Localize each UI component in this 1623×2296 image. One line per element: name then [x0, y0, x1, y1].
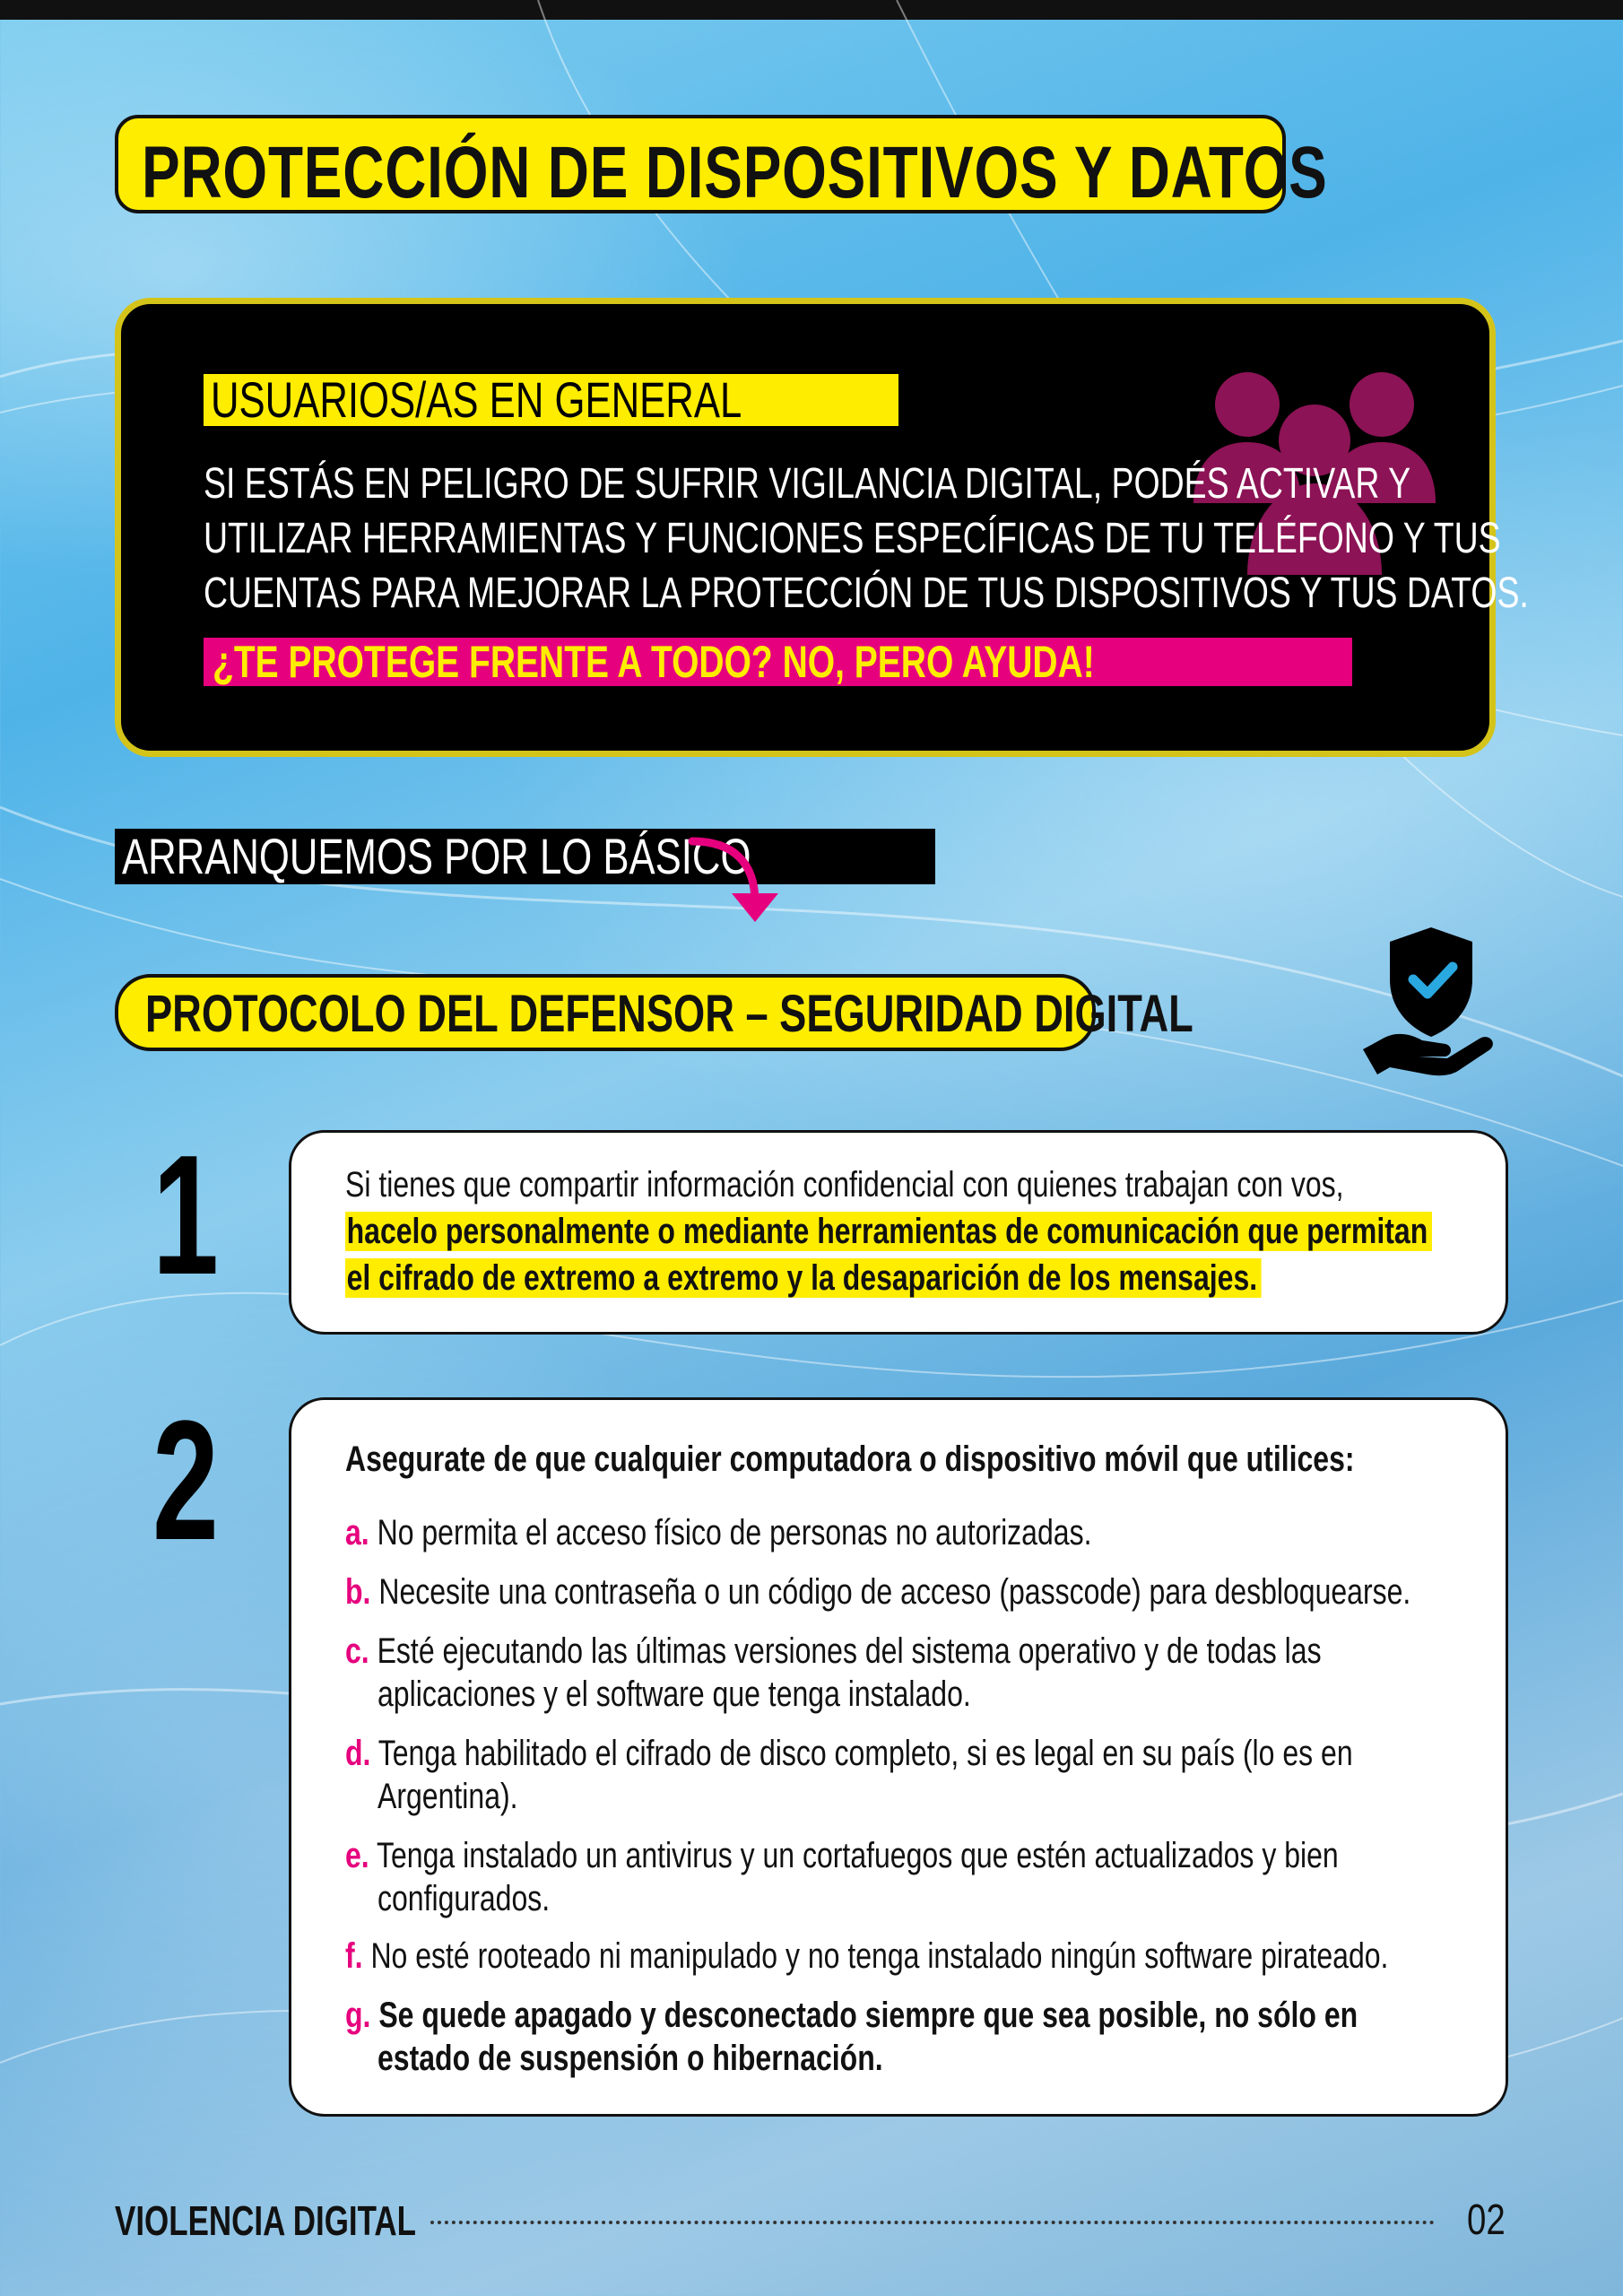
- intro-text: [204, 457, 1529, 621]
- item-number-2: 2: [152, 1386, 219, 1576]
- intro-highlight: ¿TE PROTEGE FRENTE A TODO? NO, PERO AYUDA!: [213, 637, 1095, 687]
- subitem-b: b. Necesite una contraseña o un código de acceso (passcode) para desbloquearse.: [345, 1572, 1411, 1612]
- protocol-title-pill: [115, 974, 1193, 1051]
- item-1-highlight-2: el cifrado de extremo a extremo y la desaparición de los mensajes.: [345, 1258, 1262, 1298]
- intro-heading-highlight: [204, 371, 898, 428]
- subitem-g-cont: estado de suspensión o hibernación.: [378, 2039, 883, 2078]
- subitem-a: a. No permita el acceso físico de personas no autorizadas.: [345, 1513, 1092, 1552]
- item-number-1: 1: [152, 1120, 219, 1310]
- subitem-c: c. Esté ejecutando las últimas versiones del sistema operativo y de todas las: [345, 1631, 1322, 1671]
- subitem-d: d. Tenga habilitado el cifrado de disco completo, si es legal en su país (lo es en: [345, 1734, 1353, 1773]
- subitem-e: e. Tenga instalado un antivirus y un cortafuegos que estén actualizados y bien: [345, 1836, 1339, 1875]
- footer-title: VIOLENCIA DIGITAL: [115, 2197, 417, 2244]
- intro-line-1: SI ESTÁS EN PELIGRO DE SUFRIR VIGILANCIA DIGITAL, PODÉS ACTIVAR Y: [204, 460, 1411, 508]
- page-number: 02: [1467, 2196, 1506, 2244]
- intro-line-2: UTILIZAR HERRAMIENTAS Y FUNCIONES ESPECÍFICAS DE TU TELÉFONO Y TUS: [204, 515, 1501, 562]
- intro-highlight-band: [204, 638, 1352, 686]
- item-2-intro: Asegurate de que cualquier computadora o dispositivo móvil que utilices:: [345, 1439, 1355, 1479]
- subitem-e-cont: configurados.: [378, 1879, 551, 1918]
- item-1-highlight-1: hacelo personalmente o mediante herramientas de comunicación que permitan: [345, 1212, 1432, 1251]
- item-card-1: [289, 1130, 1508, 1335]
- subitem-c-cont: aplicaciones y el software que tenga instalado.: [378, 1674, 971, 1714]
- subitem-f: f. No esté rooteado ni manipulado y no tenga instalado ningún software pirateado.: [345, 1936, 1389, 1976]
- subitem-g: g. Se quede apagado y desconectado siempre que sea posible, no sólo en: [345, 1996, 1358, 2035]
- intro-line-3: CUENTAS PARA MEJORAR LA PROTECCIÓN DE TUS DISPOSITIVOS Y TUS DATOS.: [204, 570, 1529, 617]
- subitem-d-cont: Argentina).: [378, 1777, 518, 1816]
- page-title-pill: [115, 115, 1328, 213]
- item-1-line: Si tienes que compartir información confidencial con quienes trabajan con vos,: [345, 1165, 1344, 1205]
- intro-box: [115, 298, 1529, 757]
- basics-label-band: [115, 829, 935, 884]
- footer-dotted-rule: [430, 2221, 1435, 2224]
- item-card-2: [289, 1397, 1508, 2117]
- basics-label: ARRANQUEMOS POR LO BÁSICO: [122, 828, 751, 884]
- intro-heading: USUARIOS/AS EN GENERAL: [211, 371, 742, 428]
- shield-check-hand-icon: [1359, 924, 1503, 1076]
- protocol-title: PROTOCOLO DEL DEFENSOR – SEGURIDAD DIGITAL: [145, 985, 1193, 1043]
- page-title: PROTECCIÓN DE DISPOSITIVOS Y DATOS: [142, 132, 1328, 213]
- curved-arrow-icon: [685, 832, 784, 931]
